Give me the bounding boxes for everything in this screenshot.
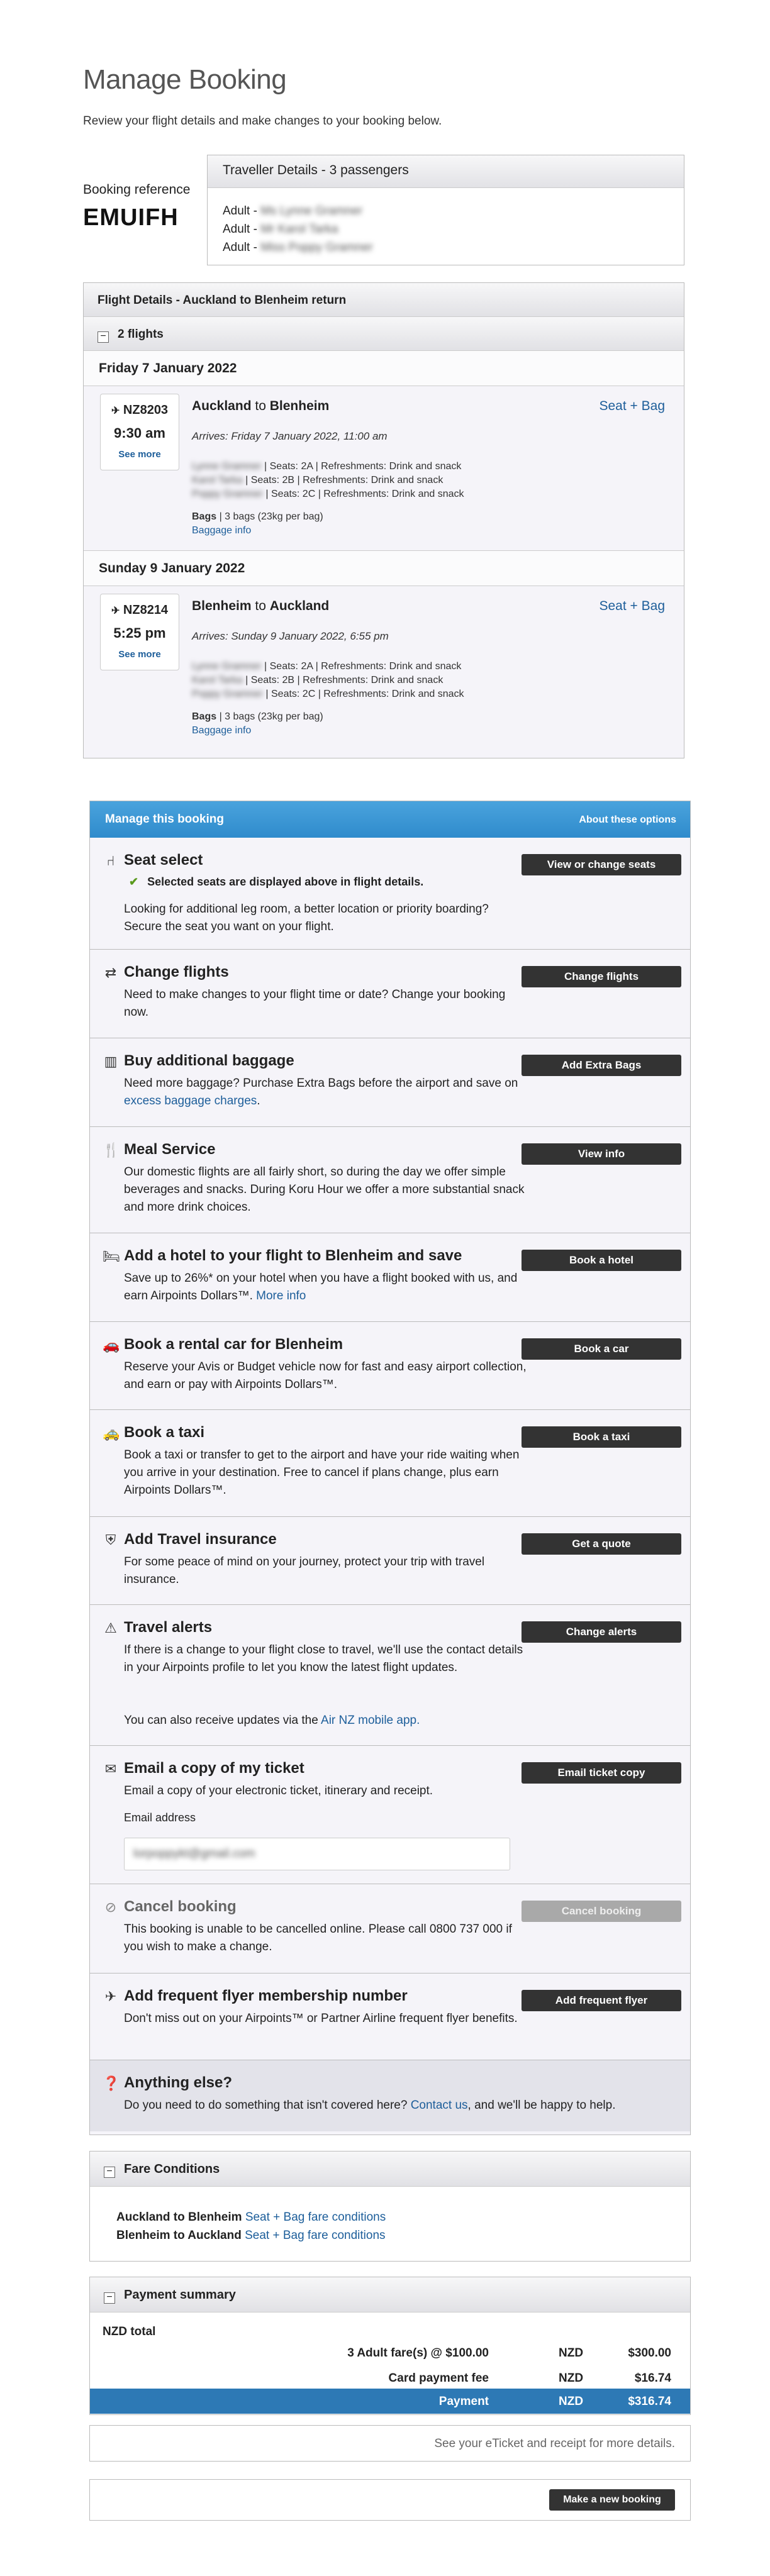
passenger-name: Karol Tarka [192, 475, 243, 486]
email-label: Email address [124, 1811, 196, 1824]
option-title: Book a taxi [124, 1424, 205, 1441]
seat-selected-text: Selected seats are displayed above in flight details. [147, 875, 424, 888]
option-title: Travel alerts [124, 1619, 213, 1636]
option-cancel-booking [90, 1884, 690, 1974]
baggage-desc-end: . [257, 1094, 260, 1108]
email-ticket-copy-button[interactable]: Email ticket copy [522, 1762, 681, 1784]
collapse-icon[interactable]: − [104, 2167, 115, 2178]
baggage-info-link[interactable]: Baggage info [192, 525, 252, 536]
option-description [124, 1075, 527, 1110]
see-more-link[interactable]: See more [118, 649, 161, 660]
traveller-name: Miss Poppy Gramner [260, 241, 373, 254]
traveller-type: Adult - [223, 223, 257, 236]
option-description [124, 2097, 678, 2114]
mobile-app-link[interactable]: Air NZ mobile app. [321, 1714, 420, 1727]
option-title: Change flights [124, 963, 229, 980]
change-flights-button[interactable]: Change flights [522, 966, 681, 987]
option-title: Cancel booking [124, 1898, 237, 1915]
car-icon: 🚗 [103, 1337, 120, 1353]
payment-row [90, 2340, 690, 2365]
payment-row-label: 3 Adult fare(s) @ $100.00 [347, 2346, 489, 2360]
passenger-info: | Seats: 2B | Refreshments: Drink and snack [245, 675, 444, 686]
flight-summary-box[interactable] [100, 594, 179, 670]
option-description: Book a taxi or transfer to get to the airport and have your ride waiting when you arrive in your destination. Free to cancel if plans change, plus earn Airpoints Dollars™. [124, 1448, 520, 1497]
envelope-icon: ✉ [104, 1761, 117, 1777]
check-icon: ✔ [129, 875, 139, 888]
traveller-details-header [208, 155, 684, 188]
option-title: Email a copy of my ticket [124, 1760, 304, 1777]
passenger-row [192, 474, 464, 487]
baggage-icon: ▥ [104, 1053, 118, 1069]
payment-row-currency: NZD [559, 2395, 584, 2408]
payment-row-value: $16.74 [634, 2372, 671, 2385]
hotel-more-info-link[interactable]: More info [256, 1289, 306, 1302]
option-description: Reserve your Avis or Budget vehicle now for fast and easy airport collection, and earn or pay with Airpoints Dollars™. [124, 1360, 527, 1391]
route-to: Auckland [269, 599, 330, 613]
baggage-desc: Need more baggage? Purchase Extra Bags before the airport and save on [124, 1077, 518, 1090]
frequent-flyer-icon: ✈ [104, 1989, 117, 2004]
book-taxi-button[interactable]: Book a taxi [522, 1426, 681, 1448]
payment-row-label: Payment [438, 2395, 489, 2408]
traveller-row [208, 202, 684, 220]
option-frequent-flyer [90, 1974, 690, 2060]
see-more-link[interactable]: See more [118, 449, 161, 460]
booking-reference: EMUIFH [83, 204, 179, 231]
traveller-name: Mr Karol Tarka [260, 223, 338, 236]
plane-icon: ✈ [111, 606, 120, 616]
fare-conditions-title: Fare Conditions [124, 2162, 220, 2176]
page-title: Manage Booking [83, 64, 287, 95]
contact-us-link[interactable]: Contact us [410, 2099, 468, 2112]
bags-info [192, 710, 323, 738]
seat-icon: ⑁ [106, 853, 115, 869]
bags-label: Bags [192, 711, 217, 722]
option-title: Book a rental car for Blenheim [124, 1336, 343, 1353]
option-title: Buy additional baggage [124, 1052, 294, 1069]
payment-summary-title: Payment summary [124, 2288, 236, 2302]
baggage-info-link[interactable]: Baggage info [192, 725, 252, 736]
payment-row-currency: NZD [559, 2346, 584, 2360]
passenger-info: | Seats: 2C | Refreshments: Drink and snack [265, 689, 464, 699]
flight-card [84, 586, 684, 751]
flight-date: Sunday 9 January 2022 [84, 551, 684, 586]
nzd-total-label: NZD total [103, 2325, 156, 2338]
option-insurance [90, 1517, 690, 1605]
fare-type-link[interactable]: Seat + Bag [599, 599, 665, 613]
hotel-desc: Save up to 26%* on your hotel when you have a flight booked with us, and earn Airpoints Dollars™. [124, 1272, 518, 1302]
bags-info [192, 510, 323, 538]
passenger-row [192, 674, 464, 687]
flight-route [192, 599, 329, 614]
fare-route: Blenheim to Auckland [116, 2229, 242, 2242]
book-hotel-button[interactable]: Book a hotel [522, 1250, 681, 1271]
option-title: Add a hotel to your flight to Blenheim and save [124, 1247, 462, 1264]
plane-icon: ✈ [111, 406, 120, 416]
passenger-name: Poppy Gramner [192, 689, 263, 699]
option-description: Email a copy of your electronic ticket, itinerary and receipt. [124, 1784, 433, 1797]
flight-details [83, 282, 684, 758]
cancel-icon: ⊘ [104, 1899, 117, 1915]
collapse-icon[interactable]: − [104, 2292, 115, 2304]
option-title: Meal Service [124, 1141, 216, 1158]
flight-route [192, 399, 329, 414]
payment-row [90, 2365, 690, 2390]
traveller-name: Ms Lynne Gramner [260, 204, 363, 218]
route-to-word: to [255, 599, 266, 613]
passenger-name: Lynne Gramner [192, 461, 262, 472]
option-seat-select [90, 838, 690, 950]
option-description: Our domestic flights are all fairly short, so during the day we offer simple beverages and snacks. During Koru Hour we offer a more substantial snack and more drink choices. [124, 1165, 525, 1214]
fare-conditions-toggle[interactable] [90, 2151, 690, 2187]
passenger-info: | Seats: 2A | Refreshments: Drink and snack [264, 661, 462, 672]
option-title: Add Travel insurance [124, 1531, 277, 1548]
add-extra-bags-button[interactable]: Add Extra Bags [522, 1055, 681, 1076]
excess-baggage-link[interactable]: excess baggage charges [124, 1094, 257, 1108]
add-frequent-flyer-button[interactable]: Add frequent flyer [522, 1990, 681, 2011]
passenger-name: Poppy Gramner [192, 489, 263, 499]
collapse-icon[interactable]: − [98, 331, 109, 343]
option-title: Add frequent flyer membership number [124, 1987, 408, 2004]
flight-summary-box[interactable] [100, 394, 179, 470]
traveller-type: Adult - [223, 241, 257, 254]
payment-summary [89, 2277, 691, 2415]
cancel-booking-button[interactable]: Cancel booking [522, 1901, 681, 1922]
taxi-icon: 🚕 [103, 1425, 120, 1441]
arrival-time: Arrives: Sunday 9 January 2022, 6:55 pm [192, 630, 389, 642]
else-desc-end: , and we'll be happy to help. [467, 2099, 616, 2112]
bags-label: Bags [192, 511, 217, 522]
option-anything-else [90, 2060, 690, 2131]
flight-date: Friday 7 January 2022 [84, 351, 684, 386]
page-intro: Review your flight details and make changes to your booking below. [83, 114, 442, 128]
booking-reference-label: Booking reference [83, 182, 191, 197]
view-info-button[interactable]: View info [522, 1143, 681, 1165]
option-baggage [90, 1038, 690, 1127]
new-booking-panel [89, 2479, 691, 2521]
about-options-link[interactable]: About these options [579, 814, 676, 825]
question-icon: ❓ [103, 2075, 120, 2091]
passenger-count: - 3 passengers [321, 163, 409, 177]
fare-type-link[interactable]: Seat + Bag [599, 399, 665, 413]
email-field[interactable] [124, 1838, 510, 1870]
flight-number: NZ8214 [123, 603, 169, 617]
departure-time: 9:30 am [114, 425, 165, 441]
bags-value: | 3 bags (23kg per bag) [219, 511, 323, 522]
warning-icon: ⚠ [104, 1620, 117, 1636]
shield-icon: ⛨ [105, 1532, 116, 1548]
fare-conditions [89, 2151, 691, 2262]
bed-icon: 🛏 [103, 1248, 120, 1264]
option-meal-service [90, 1127, 690, 1233]
option-hotel [90, 1233, 690, 1322]
option-description: Need to make changes to your flight time or date? Change your booking now. [124, 988, 506, 1019]
passenger-list [192, 660, 464, 701]
seat-selected-note [124, 873, 527, 891]
alerts-app-note [124, 1712, 527, 1729]
option-travel-alerts [90, 1605, 690, 1746]
passenger-name: Lynne Gramner [192, 661, 262, 672]
get-quote-button[interactable]: Get a quote [522, 1533, 681, 1555]
passenger-info: | Seats: 2C | Refreshments: Drink and snack [265, 489, 464, 499]
traveller-row [208, 238, 684, 257]
payment-row-value: $316.74 [628, 2395, 671, 2408]
make-new-booking-button[interactable]: Make a new booking [549, 2489, 675, 2511]
change-alerts-button[interactable]: Change alerts [522, 1621, 681, 1643]
else-desc: Do you need to do something that isn't covered here? [124, 2099, 408, 2112]
flights-toggle[interactable] [84, 317, 684, 351]
bags-value: | 3 bags (23kg per bag) [219, 711, 323, 722]
option-description [124, 1270, 527, 1305]
route-to-word: to [255, 399, 266, 413]
payment-row-value: $300.00 [628, 2346, 671, 2360]
traveller-details-title: Traveller Details [223, 163, 318, 177]
flight-card [84, 386, 684, 551]
option-description: For some peace of mind on your journey, protect your trip with travel insurance. [124, 1555, 485, 1586]
manage-title: Manage this booking [105, 813, 224, 826]
cutlery-icon: 🍴 [103, 1142, 120, 1158]
option-description: Looking for additional leg room, a better location or priority boarding? Secure the seat you want on your flight. [124, 902, 489, 933]
fare-condition-row [116, 2229, 386, 2243]
email-value: lorpoppykt@gmail.com [133, 1847, 255, 1860]
fare-conditions-link[interactable]: Seat + Bag fare conditions [245, 2229, 386, 2242]
departure-time: 5:25 pm [113, 625, 166, 641]
fare-condition-row [116, 2211, 386, 2224]
flight-details-title: Flight Details - Auckland to Blenheim return [84, 283, 684, 317]
traveller-type: Adult - [223, 204, 257, 218]
route-from: Blenheim [192, 599, 252, 613]
book-car-button[interactable]: Book a car [522, 1338, 681, 1360]
option-title: Seat select [124, 852, 203, 869]
passenger-list [192, 460, 464, 501]
change-flights-icon: ⇄ [104, 965, 117, 980]
arrival-time: Arrives: Friday 7 January 2022, 11:00 am [192, 430, 388, 442]
alerts-app-text: You can also receive updates via the [124, 1714, 318, 1727]
passenger-info: | Seats: 2A | Refreshments: Drink and snack [264, 461, 462, 472]
traveller-details [207, 155, 684, 265]
receipt-note: See your eTicket and receipt for more details. [89, 2425, 691, 2462]
option-change-flights [90, 950, 690, 1038]
payment-summary-toggle[interactable] [90, 2277, 690, 2312]
option-description: If there is a change to your flight close to travel, we'll use the contact details in your Airpoints profile to let you know the latest flight updates. [124, 1643, 523, 1674]
passenger-info: | Seats: 2B | Refreshments: Drink and snack [245, 475, 444, 486]
traveller-row [208, 220, 684, 238]
manage-header [90, 801, 690, 838]
passenger-row [192, 660, 464, 674]
passenger-name: Karol Tarka [192, 675, 243, 686]
passenger-row [192, 687, 464, 701]
option-description: This booking is unable to be cancelled online. Please call 0800 737 000 if you wish to make a change. [124, 1923, 512, 1953]
route-to: Blenheim [269, 399, 330, 413]
payment-row-label: Card payment fee [388, 2372, 489, 2385]
option-taxi [90, 1410, 690, 1517]
passenger-row [192, 460, 464, 474]
payment-row-currency: NZD [559, 2372, 584, 2385]
fare-conditions-link[interactable]: Seat + Bag fare conditions [245, 2211, 386, 2224]
passenger-row [192, 487, 464, 501]
manage-booking-panel [89, 801, 691, 2135]
option-title: Anything else? [124, 2074, 233, 2091]
route-from: Auckland [192, 399, 252, 413]
view-change-seats-button[interactable]: View or change seats [522, 854, 681, 875]
payment-total-row [90, 2389, 690, 2414]
option-email-ticket [90, 1746, 690, 1884]
option-description: Don't miss out on your Airpoints™ or Partner Airline frequent flyer benefits. [124, 2012, 518, 2025]
flights-count: 2 flights [118, 328, 164, 341]
fare-route: Auckland to Blenheim [116, 2211, 242, 2224]
option-rental-car [90, 1322, 690, 1410]
flight-number: NZ8203 [123, 403, 169, 417]
